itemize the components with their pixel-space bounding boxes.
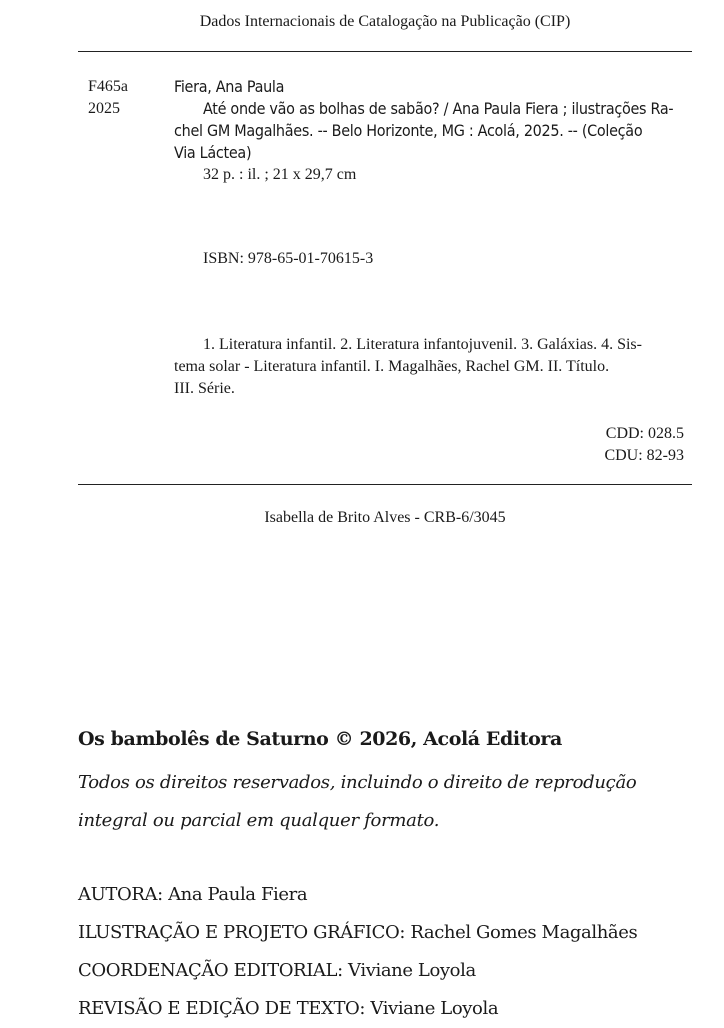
copyright-line: Os bambolês de Saturno © 2026, Acolá Editora xyxy=(78,728,562,750)
rights-line-1: Todos os direitos reservados, incluindo o direito de reprodução xyxy=(78,772,637,793)
call-number-year: 2025 xyxy=(88,100,120,117)
staff-credits xyxy=(78,876,698,1028)
entry-author: Fiera, Ana Paula xyxy=(174,77,285,96)
credit-author: AUTORA: Ana Paula Fiera xyxy=(78,884,308,905)
cdd-code: CDD: 028.5 xyxy=(605,425,684,442)
title-line-2: chel GM Magalhães. -- Belo Horizonte, MG : Acolá, 2025. -- (Coleção xyxy=(174,121,643,140)
top-divider xyxy=(78,51,692,52)
subjects-line-2: tema solar - Literatura infantil. I. Magalhães, Rachel GM. II. Título. xyxy=(174,358,610,375)
cip-header: Dados Internacionais de Catalogação na Publicação (CIP) xyxy=(199,13,571,30)
rights-line-2: integral ou parcial em qualquer formato. xyxy=(78,810,440,831)
credit-illustration: ILUSTRAÇÃO E PROJETO GRÁFICO: Rachel Gomes Magalhães xyxy=(78,922,638,943)
subject-headings xyxy=(174,334,680,400)
cataloguer-credit: Isabella de Brito Alves - CRB-6/3045 xyxy=(264,509,506,526)
credit-coordination: COORDENAÇÃO EDITORIAL: Viviane Loyola xyxy=(78,960,476,981)
isbn: ISBN: 978-65-01-70615-3 xyxy=(203,250,374,267)
credit-revision: REVISÃO E EDIÇÃO DE TEXTO: Viviane Loyola xyxy=(78,998,499,1019)
cdu-code: CDU: 82-93 xyxy=(604,447,684,464)
title-line-3: Via Láctea) xyxy=(174,143,252,162)
subjects-line-1: 1. Literatura infantil. 2. Literatura infantojuvenil. 3. Galáxias. 4. Sis- xyxy=(203,336,642,353)
physical-description: 32 p. : il. ; 21 x 29,7 cm xyxy=(203,166,357,183)
call-number-cutter: F465a xyxy=(88,78,128,95)
rights-statement xyxy=(78,764,698,840)
subjects-line-3: III. Série. xyxy=(174,380,235,397)
title-line-1: Até onde vão as bolhas de sabão? / Ana Paula Fiera ; ilustrações Ra- xyxy=(203,99,674,118)
bottom-divider xyxy=(78,484,692,485)
call-number xyxy=(88,76,128,120)
catalog-entry xyxy=(174,76,692,186)
classification-codes xyxy=(604,423,684,467)
entry-title-statement xyxy=(174,98,692,164)
